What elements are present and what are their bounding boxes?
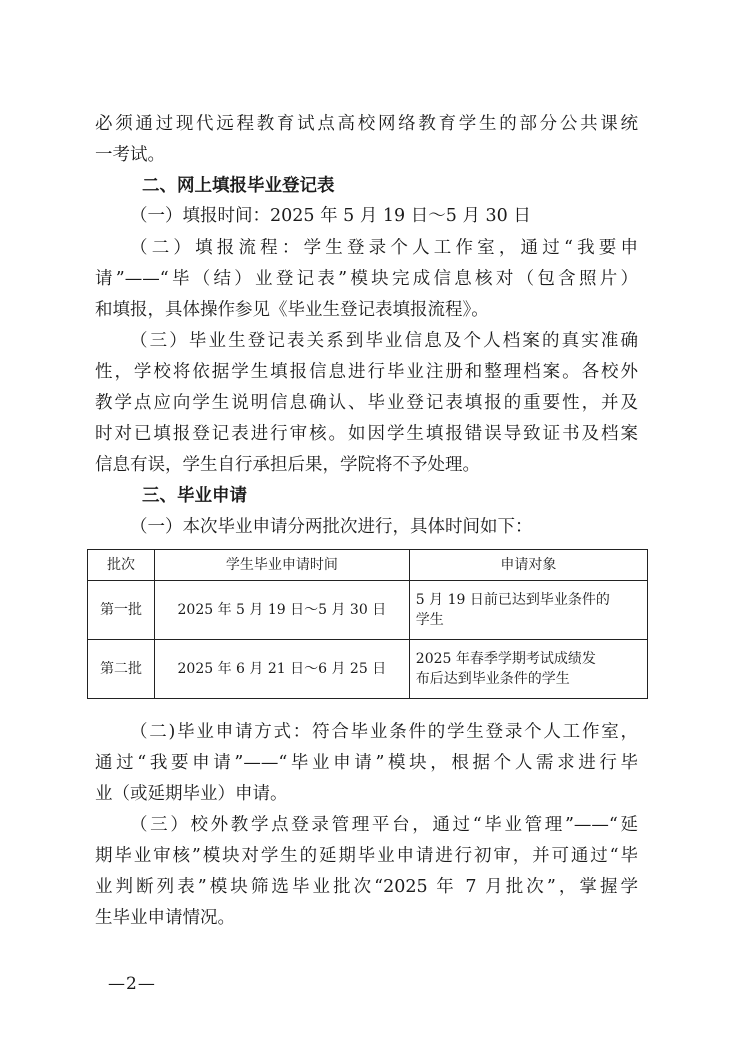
paragraph-line: 时对已填报登记表进行审核。如因学生填报错误导致证书及档案 xyxy=(95,424,638,444)
page-number: —2— xyxy=(108,974,156,994)
table-row xyxy=(88,640,648,699)
batch-cell: 第二批 xyxy=(88,640,155,699)
paragraph-line: 信息有误，学生自行承担后果，学院将不予处理。 xyxy=(95,455,480,475)
section-heading: 二、网上填报毕业登记表 xyxy=(142,176,335,196)
target-cell xyxy=(409,581,647,640)
paragraph-line: （二)毕业申请方式：符合毕业条件的学生登录个人工作室， xyxy=(130,722,638,742)
table-header-cell: 批次 xyxy=(88,550,155,581)
paragraph-line: 一考试。 xyxy=(95,145,165,165)
paragraph-line: （三）校外教学点登录管理平台，通过“毕业管理”——“延 xyxy=(130,815,638,835)
paragraph-line: 请”——“毕（结）业登记表”模块完成信息核对（包含照片） xyxy=(95,269,638,289)
paragraph-line: 业判断列表”模块筛选毕业批次“2025 年 7 月批次”，掌握学 xyxy=(95,877,638,897)
table-header-row xyxy=(88,550,648,581)
paragraph-line: （三）毕业生登记表关系到毕业信息及个人档案的真实准确 xyxy=(130,331,638,351)
target-line: 学生 xyxy=(415,612,444,628)
paragraph-line: 通过“我要申请”——“毕业申请”模块，根据个人需求进行毕 xyxy=(95,753,638,773)
target-line: 2025 年春季学期考试成绩发 xyxy=(415,651,596,667)
paragraph-line: 教学点应向学生说明信息确认、毕业登记表填报的重要性，并及 xyxy=(95,393,638,413)
target-line: 布后达到毕业条件的学生 xyxy=(415,671,570,687)
paragraph-line: 生毕业申请情况。 xyxy=(95,908,235,928)
table-header-cell: 申请对象 xyxy=(409,550,647,581)
table-row xyxy=(88,581,648,640)
paragraph-line: 和填报，具体操作参见《毕业生登记表填报流程》。 xyxy=(95,300,489,320)
target-line: 5 月 19 日前已达到毕业条件的 xyxy=(415,592,610,608)
paragraph-line: （二）填报流程：学生登录个人工作室，通过“我要申 xyxy=(130,238,638,258)
paragraph-line: 必须通过现代远程教育试点高校网络教育学生的部分公共课统 xyxy=(95,114,638,134)
schedule-table xyxy=(87,549,648,699)
section-heading: 三、毕业申请 xyxy=(142,486,247,506)
batch-cell: 第一批 xyxy=(88,581,155,640)
paragraph-line: 期毕业审核”模块对学生的延期毕业申请进行初审，并可通过“毕 xyxy=(95,846,638,866)
time-cell: 2025 年 6 月 21 日～6 月 25 日 xyxy=(154,640,409,699)
paragraph-line: （一）本次毕业申请分两批次进行，具体时间如下： xyxy=(130,517,533,537)
paragraph-line: 性，学校将依据学生填报信息进行毕业注册和整理档案。各校外 xyxy=(95,362,638,382)
paragraph-line: （一）填报时间：2025 年 5 月 19 日～5 月 30 日 xyxy=(130,206,531,226)
paragraph-line: 业（或延期毕业）申请。 xyxy=(95,784,288,804)
time-cell: 2025 年 5 月 19 日～5 月 30 日 xyxy=(154,581,409,640)
target-cell xyxy=(409,640,647,699)
table-header-cell: 学生毕业申请时间 xyxy=(154,550,409,581)
